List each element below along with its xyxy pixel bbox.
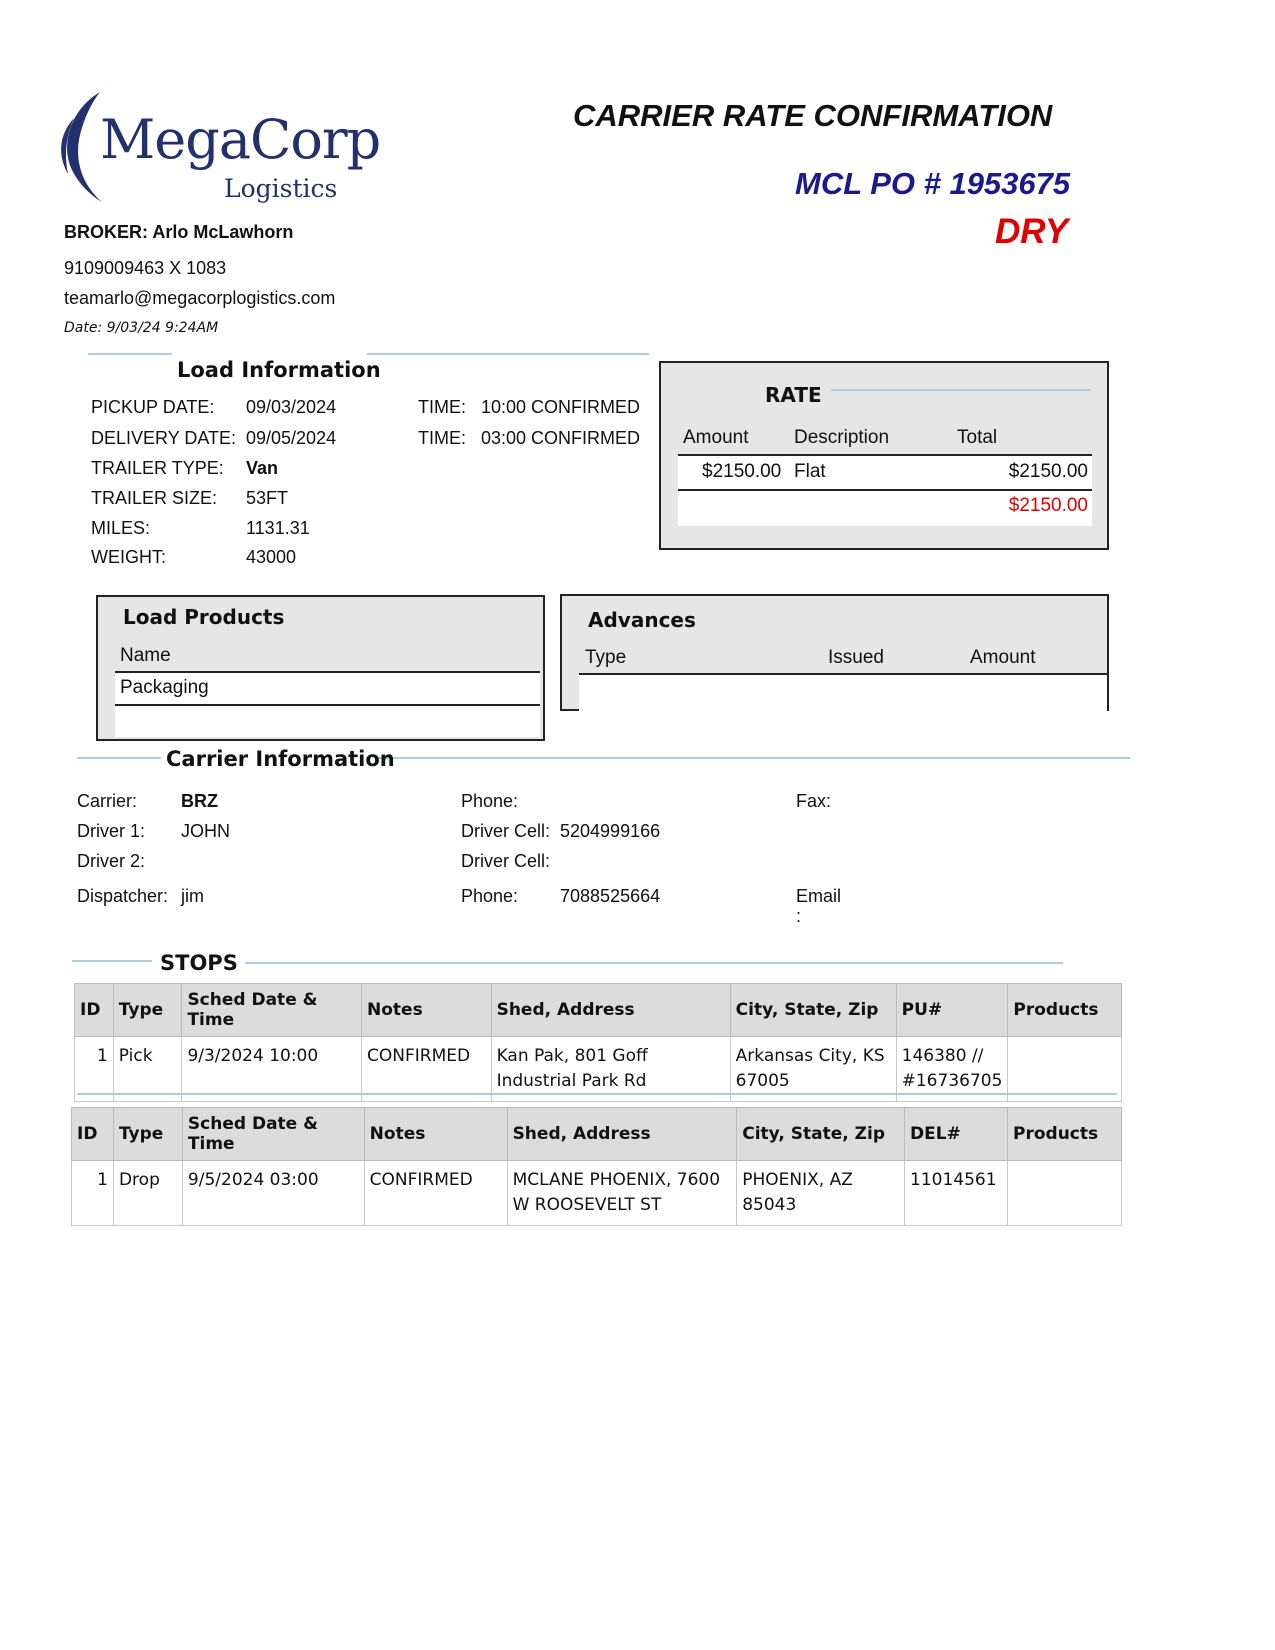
dispatcher-label: Dispatcher:: [77, 886, 169, 906]
dispatcher-phone: 7088525664: [560, 886, 661, 906]
carrier-phone-label: Phone:: [461, 791, 519, 811]
dispatcher-name: jim: [181, 886, 204, 906]
miles-label: MILES:: [91, 518, 151, 538]
pickup-date: 09/03/2024: [246, 397, 337, 417]
table-header-row: [75, 984, 1122, 1037]
stop-id: 1: [75, 1037, 114, 1102]
col-sched: Sched Date & Time: [182, 1108, 364, 1161]
rate-amount: $2150.00: [702, 461, 782, 482]
stops-heading: STOPS: [160, 951, 238, 975]
rate-total: $2150.00: [1008, 461, 1088, 482]
company-logo: [52, 90, 382, 210]
col-type: Type: [113, 984, 182, 1037]
rate-col-total: Total: [957, 427, 998, 448]
rate-heading: RATE: [765, 383, 822, 407]
logo-subtext: Logistics: [224, 174, 338, 203]
col-products: Products: [1008, 984, 1122, 1037]
col-id: ID: [75, 984, 114, 1037]
pickup-time: 10:00 CONFIRMED: [481, 397, 641, 417]
stop-sched: 9/3/2024 10:00: [182, 1037, 362, 1102]
broker-email[interactable]: teamarlo@megacorplogistics.com: [64, 288, 336, 308]
carrier-fax-label: Fax:: [796, 791, 832, 811]
driver1-name: JOHN: [181, 821, 230, 841]
advances-heading: Advances: [588, 608, 696, 632]
col-sched: Sched Date & Time: [182, 984, 362, 1037]
delivery-date: 09/05/2024: [246, 428, 337, 448]
advances-col-amount: Amount: [970, 647, 1036, 668]
col-id: ID: [72, 1108, 114, 1161]
carrier-label: Carrier:: [77, 791, 138, 811]
divider: [831, 389, 1091, 391]
trailer-size-label: TRAILER SIZE:: [91, 488, 218, 508]
delivery-time: 03:00 CONFIRMED: [481, 428, 641, 448]
stop-id: 1: [72, 1161, 114, 1226]
trailer-type-label: TRAILER TYPE:: [91, 458, 224, 478]
miles: 1131.31: [246, 518, 310, 538]
products-row-divider: [115, 704, 540, 706]
stop-pu: 146380 // #16736705: [896, 1037, 1008, 1102]
document-title: CARRIER RATE CONFIRMATION: [573, 98, 1053, 133]
col-products: Products: [1008, 1108, 1122, 1161]
document-date: Date: 9/03/24 9:24AM: [64, 320, 219, 336]
delivery-date-label: DELIVERY DATE:: [91, 428, 237, 448]
rate-box: [659, 361, 1109, 550]
carrier-name: BRZ: [181, 791, 218, 811]
trailer-size: 53FT: [246, 488, 289, 508]
broker-name: Arlo McLawhorn: [152, 222, 294, 242]
equipment-type: DRY: [995, 212, 1069, 251]
divider: [77, 1093, 1117, 1095]
col-pu: PU#: [896, 984, 1008, 1037]
load-products-heading: Load Products: [123, 605, 285, 629]
products-table-body: [115, 671, 540, 737]
po-number: MCL PO # 1953675: [795, 166, 1071, 201]
advances-col-type: Type: [585, 647, 627, 668]
weight: 43000: [246, 547, 297, 567]
col-city: City, State, Zip: [730, 984, 896, 1037]
col-notes: Notes: [362, 984, 492, 1037]
product-name: Packaging: [120, 677, 209, 698]
broker-line: [64, 222, 293, 243]
load-products-box: [96, 595, 545, 741]
drop-stops-table: [71, 1107, 1122, 1226]
dispatcher-phone-label: Phone:: [461, 886, 519, 906]
stop-address: MCLANE PHOENIX, 7600 W ROOSEVELT ST: [507, 1161, 737, 1226]
col-address: Shed, Address: [507, 1108, 737, 1161]
divider: [375, 757, 1130, 759]
driver2-label: Driver 2:: [77, 851, 146, 871]
table-row: [72, 1161, 1122, 1226]
driver1-label: Driver 1:: [77, 821, 146, 841]
stop-city: PHOENIX, AZ 85043: [737, 1161, 905, 1226]
products-col-name: Name: [120, 645, 171, 666]
stop-del: 11014561: [905, 1161, 1008, 1226]
pickup-date-label: PICKUP DATE:: [91, 397, 215, 417]
divider: [72, 960, 152, 962]
broker-phone: 9109009463 X 1083: [64, 258, 227, 278]
delivery-time-label: TIME:: [418, 428, 466, 448]
driver1-cell-label: Driver Cell:: [461, 821, 551, 841]
stop-address: Kan Pak, 801 Goff Industrial Park Rd: [491, 1037, 730, 1102]
broker-label: BROKER:: [64, 222, 148, 242]
stop-notes: CONFIRMED: [362, 1037, 492, 1102]
col-del: DEL#: [905, 1108, 1008, 1161]
table-row: [75, 1037, 1122, 1102]
stop-notes: CONFIRMED: [364, 1161, 507, 1226]
stop-products: [1008, 1037, 1122, 1102]
trailer-type: Van: [246, 458, 279, 478]
driver1-cell: 5204999166: [560, 821, 661, 841]
col-type: Type: [113, 1108, 182, 1161]
logo-wordmark: MegaCorp: [100, 108, 381, 171]
stop-products: [1008, 1161, 1122, 1226]
advances-table-body: [579, 673, 1107, 711]
divider: [77, 757, 161, 759]
table-header-row: [72, 1108, 1122, 1161]
carrier-info-heading: Carrier Information: [166, 747, 395, 771]
weight-label: WEIGHT:: [91, 547, 166, 567]
rate-row: [678, 454, 1092, 526]
rate-description: Flat: [794, 461, 826, 482]
divider: [245, 962, 1063, 964]
stop-sched: 9/5/2024 03:00: [182, 1161, 364, 1226]
load-info-heading: Load Information: [177, 358, 381, 382]
pickup-time-label: TIME:: [418, 397, 466, 417]
rate-col-amount: Amount: [683, 427, 749, 448]
driver2-cell-label: Driver Cell:: [461, 851, 551, 871]
dispatcher-email-colon: :: [796, 906, 802, 926]
stop-city: Arkansas City, KS 67005: [730, 1037, 896, 1102]
divider: [88, 353, 172, 355]
dispatcher-email-label: Email: [796, 886, 842, 906]
rate-total-divider: [678, 489, 1092, 491]
divider: [367, 353, 649, 355]
stop-type: Pick: [113, 1037, 182, 1102]
advances-box: [560, 594, 1109, 711]
pickup-stops-table: [74, 983, 1122, 1102]
col-address: Shed, Address: [491, 984, 730, 1037]
col-city: City, State, Zip: [737, 1108, 905, 1161]
stop-type: Drop: [113, 1161, 182, 1226]
advances-col-issued: Issued: [828, 647, 884, 668]
rate-grand-total: $2150.00: [1008, 495, 1088, 516]
col-notes: Notes: [364, 1108, 507, 1161]
rate-col-description: Description: [794, 427, 890, 448]
